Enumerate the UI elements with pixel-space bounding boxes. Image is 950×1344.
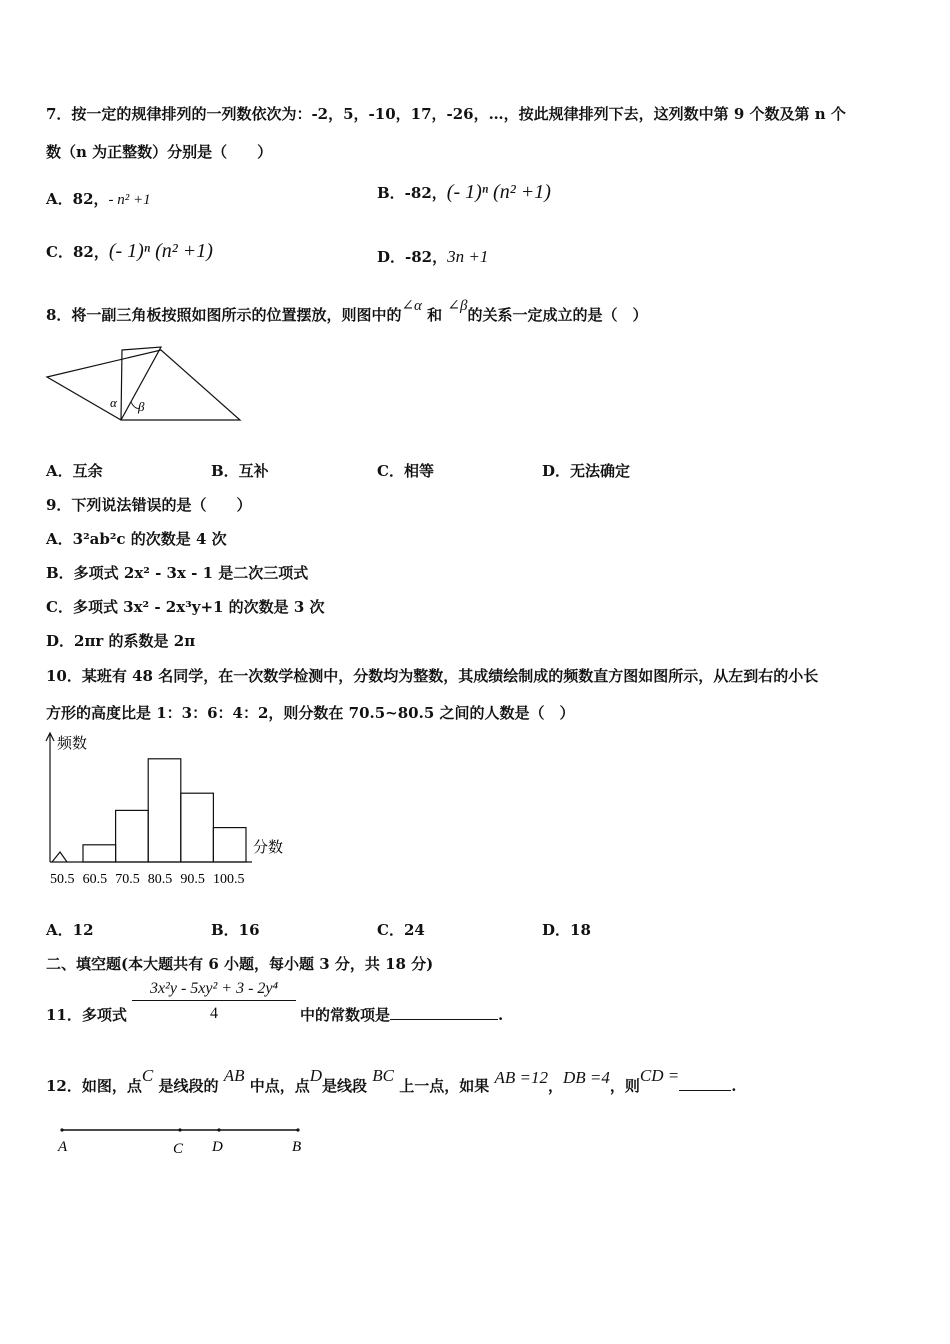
histogram-bar-5 <box>213 828 246 862</box>
q9-stem: 9．下列说法错误的是（ ） <box>46 496 252 514</box>
q11-tail <box>300 1004 503 1025</box>
q7-option-b-label: B．-82， <box>377 184 447 202</box>
q8-option-b: B．互补 <box>211 462 269 480</box>
q11-end: . <box>498 1006 504 1024</box>
q12-condition-ab: AB =12 <box>494 1068 548 1087</box>
tick-label-4: 80.5 <box>147 872 173 887</box>
q10-option-b: B．16 <box>211 921 260 939</box>
q9-option-d: D．2πr 的系数是 2π <box>46 632 196 650</box>
q8-figure-beta: β <box>138 399 145 414</box>
q11-after: 中的常数项是 <box>300 1006 391 1024</box>
histogram-tick-labels <box>50 872 245 887</box>
q8-and: 和 <box>427 306 443 324</box>
q12-answer-blank <box>679 1090 731 1091</box>
histogram-axes <box>46 733 252 862</box>
q7-option-a-expr: - n² +1 <box>108 192 151 208</box>
q9-option-b: B．多项式 2x² - 3x - 1 是二次三项式 <box>46 564 309 582</box>
tick-label-3: 70.5 <box>115 872 140 887</box>
q12-segment-ab: AB <box>223 1066 245 1085</box>
q12-segment-bc: BC <box>372 1066 394 1085</box>
q10-stem-line2: 方形的高度比是 1：3：6：4：2，则分数在 70.5~80.5 之间的人数是（ ） <box>46 704 575 722</box>
q7-option-c-label: C．82， <box>46 243 109 261</box>
figure-label-b: B <box>292 1139 302 1155</box>
tick-label-6: 100.5 <box>213 872 245 887</box>
q8-option-a: A．互余 <box>46 462 103 480</box>
histogram-bar-2 <box>116 810 149 862</box>
histogram-bar-1 <box>83 845 116 862</box>
figure-label-c: C <box>173 1141 184 1157</box>
q8-stem <box>46 298 648 325</box>
q7-stem-line2: 数（n 为正整数）分别是（ ） <box>46 143 273 161</box>
histogram-bar-4 <box>181 793 214 862</box>
q10-option-d: D．18 <box>542 921 591 939</box>
q8-figure-alpha: α <box>110 395 117 410</box>
q10-histogram <box>40 728 300 893</box>
q7-option-a-label: A．82， <box>46 190 109 208</box>
q12-end: . <box>731 1077 737 1095</box>
q8-triangle-figure <box>40 340 250 430</box>
q7-option-d-label: D．-82， <box>377 248 448 266</box>
tick-label-2: 60.5 <box>82 872 108 887</box>
q10-stem-line1: 10．某班有 48 名同学，在一次数学检测中，分数均为整数，其成绩绘制成的频数直方图如图所示，从左到右的小长 <box>46 667 819 685</box>
q12-p6: ，则 <box>609 1077 640 1095</box>
figure-label-a: A <box>58 1139 68 1155</box>
q9-option-c: C．多项式 3x² - 2x³y+1 的次数是 3 次 <box>46 598 325 616</box>
q7-option-b <box>377 181 551 204</box>
q11-denominator: 4 <box>210 1005 218 1022</box>
histogram-bars <box>83 759 246 862</box>
q7-option-c-expr: (- 1)ⁿ (n² +1) <box>108 240 213 262</box>
q12-p5: 上一点，如果 <box>399 1077 490 1095</box>
q12-p1: 12．如图，点 <box>46 1077 142 1095</box>
q7-option-a <box>46 188 151 209</box>
point-d-dot <box>217 1128 220 1131</box>
point-c-dot <box>178 1128 181 1131</box>
q8-text-after: 的关系一定成立的是（ ） <box>467 306 648 324</box>
q9-option-a: A．3²ab²c 的次数是 4 次 <box>46 530 227 548</box>
q11-label: 11．多项式 <box>46 1006 127 1024</box>
q7-option-d-expr: 3n +1 <box>447 247 489 266</box>
q12-point-d: D <box>309 1066 323 1085</box>
q7-option-b-expr: (- 1)ⁿ (n² +1) <box>446 181 551 203</box>
q12-p4: 是线段 <box>322 1077 368 1095</box>
q8-beta: ∠β <box>447 298 468 314</box>
q12-cd-equals: CD = <box>639 1066 680 1085</box>
axis-break-zigzag <box>52 852 67 862</box>
q12-segment-figure <box>50 1118 320 1163</box>
point-a-dot <box>60 1128 63 1131</box>
q8-alpha: ∠α <box>401 298 422 314</box>
q8-option-d: D．无法确定 <box>542 462 631 480</box>
q7-option-d <box>377 246 488 267</box>
q11-numerator: 3x²y - 5xy² + 3 - 2y⁴ <box>149 980 279 997</box>
histogram-bar-3 <box>148 759 181 862</box>
figure-label-d: D <box>212 1139 223 1155</box>
y-axis-label: 频数 <box>57 736 88 752</box>
tick-label-1: 50.5 <box>50 872 75 887</box>
q11-fraction <box>132 980 296 1023</box>
q12-p3: 中点，点 <box>249 1077 310 1095</box>
x-axis-label: 分数 <box>253 840 284 856</box>
point-b-dot <box>296 1128 299 1131</box>
q12-stem <box>46 1066 737 1096</box>
q8-option-c: C．相等 <box>377 462 434 480</box>
q7-stem-line1: 7．按一定的规律排列的一列数依次为：-2，5，-10，17，-26，…，按此规律排列下去，这列数中第 9 个数及第 n 个 <box>46 105 846 123</box>
q10-option-c: C．24 <box>377 921 425 939</box>
q10-option-a: A．12 <box>46 921 94 939</box>
section2-title: 二、填空题(本大题共有 6 小题，每小题 3 分，共 18 分) <box>46 955 434 973</box>
q12-point-c: C <box>141 1066 154 1085</box>
q11-answer-blank <box>390 1019 498 1020</box>
q12-condition-db: DB =4 <box>563 1068 610 1087</box>
q12-p2: 是线段的 <box>158 1077 219 1095</box>
q8-text-before: 8．将一副三角板按照如图所示的位置摆放，则图中的 <box>46 306 402 324</box>
q7-option-c <box>46 240 213 263</box>
tick-label-5: 90.5 <box>180 872 205 887</box>
q12-comma: ， <box>547 1077 563 1095</box>
